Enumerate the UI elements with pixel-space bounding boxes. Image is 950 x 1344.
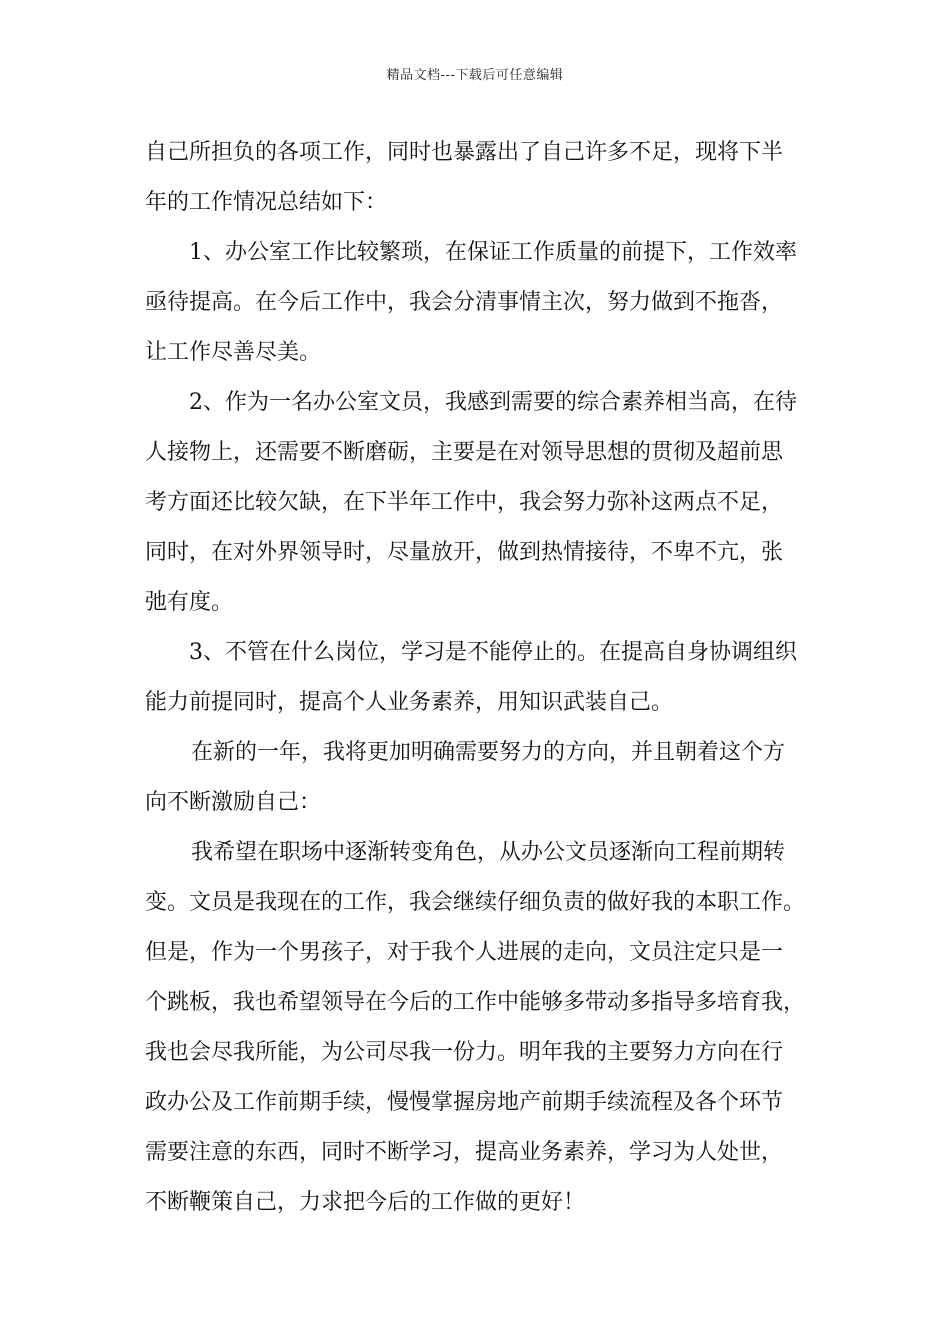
text-line: 弛有度。 [145,590,234,615]
paragraph [145,828,810,1228]
text-line: 考方面还比较欠缺，在下半年工作中，我会努力弥补这两点不足， [145,490,784,515]
text-line: 1、办公室工作比较繁琐，在保证工作质量的前提下，工作效率 [189,240,797,265]
text-line: 同时，在对外界领导时，尽量放开，做到热情接待，不卑不亢，张 [145,540,784,565]
text-line: 我也会尽我所能，为公司尽我一份力。明年我的主要努力方向在行 [145,1040,784,1065]
paragraph [145,378,810,628]
text-line: 让工作尽善尽美。 [145,340,322,365]
text-line: 需要注意的东西，同时不断学习，提高业务素养，学习为人处世， [145,1140,784,1165]
paragraph [145,728,810,828]
text-line: 3、不管在什么岗位，学习是不能停止的。在提高自身协调组织 [189,640,797,665]
text-line: 我希望在职场中逐渐转变角色，从办公文员逐渐向工程前期转 [191,840,786,865]
text-line: 自己所担负的各项工作，同时也暴露出了自己许多不足，现将下半 [145,140,784,165]
text-line: 不断鞭策自己，力求把今后的工作做的更好！ [145,1190,586,1215]
text-line: 人接物上，还需要不断磨砺，主要是在对领导思想的贯彻及超前思 [145,440,784,465]
paragraph [145,128,810,228]
text-line: 变。文员是我现在的工作，我会继续仔细负责的做好我的本职工作。 [145,890,806,915]
text-line: 政办公及工作前期手续，慢慢掌握房地产前期手续流程及各个环节 [145,1090,784,1115]
document-body [145,128,810,1228]
text-line: 亟待提高。在今后工作中，我会分清事情主次，努力做到不拖沓， [145,290,784,315]
paragraph [145,228,810,378]
text-line: 年的工作情况总结如下： [145,190,388,215]
text-line: 在新的一年，我将更加明确需要努力的方向，并且朝着这个方 [191,740,786,765]
text-line: 个跳板，我也希望领导在今后的工作中能够多带动多指导多培育我， [145,990,806,1015]
page-header: 精品文档---下载后可任意编辑 [386,68,564,83]
paragraph [145,628,810,728]
text-line: 但是，作为一个男孩子，对于我个人进展的走向，文员注定只是一 [145,940,784,965]
text-line: 向不断激励自己： [145,790,322,815]
text-line: 能力前提同时，提高个人业务素养，用知识武装自己。 [145,690,674,715]
text-line: 2、作为一名办公室文员，我感到需要的综合素养相当高，在待 [189,390,797,415]
